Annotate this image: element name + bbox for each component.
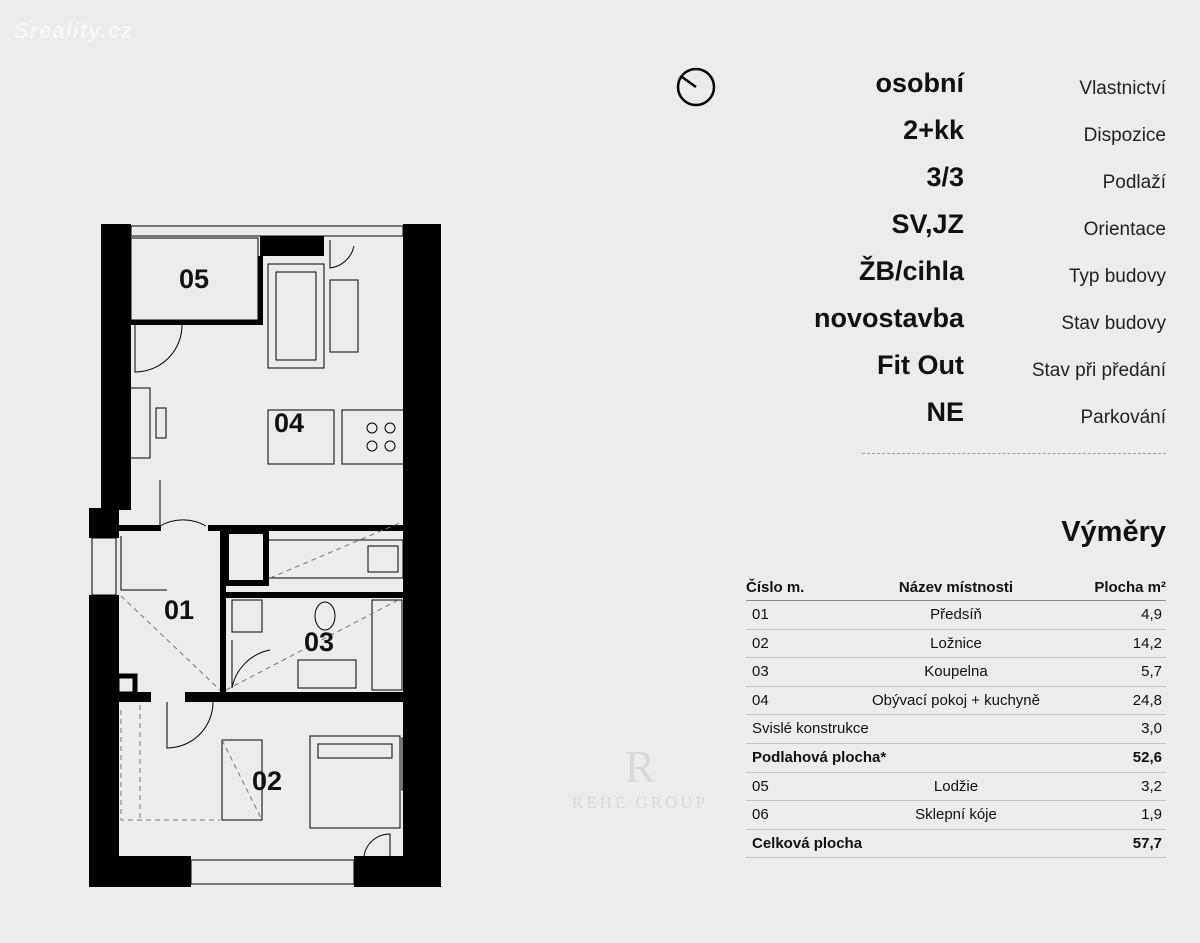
- property-value: ŽB/cihla: [858, 256, 964, 286]
- table-row-total: [746, 830, 1166, 859]
- property-label: Stav budovy: [1061, 313, 1166, 334]
- room-label-03: 03: [304, 627, 335, 657]
- room-label-05: 05: [179, 264, 210, 294]
- property-value: novostavba: [813, 303, 964, 333]
- property-row: [770, 397, 1166, 444]
- cell-area: 14,2: [1132, 634, 1162, 652]
- cell-area: 52,6: [1132, 748, 1162, 766]
- sreality-watermark: Sreality.cz: [14, 18, 134, 43]
- property-row: [770, 350, 1166, 397]
- property-value: Fit Out: [877, 350, 964, 380]
- cell-name: Ložnice: [930, 634, 982, 652]
- cell-subtotal-label: Podlahová plocha*: [752, 748, 887, 766]
- cell-name: Sklepní kóje: [915, 806, 997, 824]
- cell-total-label: Celková plocha: [752, 834, 863, 852]
- property-row: [770, 303, 1166, 350]
- cell-number: 05: [752, 777, 769, 795]
- wall-left-upper: [101, 224, 131, 510]
- property-value: NE: [926, 397, 964, 427]
- property-label: Typ budovy: [1068, 266, 1166, 287]
- agency-watermark-mark: R: [624, 741, 656, 792]
- wall-loggia: [129, 320, 260, 325]
- cell-number: 06: [752, 806, 769, 824]
- areas-header: [746, 576, 1166, 601]
- property-value: SV,JZ: [891, 209, 964, 239]
- table-row: [746, 658, 1166, 687]
- property-label: Stav při předání: [1031, 360, 1166, 381]
- areas-table: [746, 576, 1166, 858]
- header-name: Název místnosti: [898, 579, 1014, 596]
- property-row: [770, 68, 1166, 115]
- cell-name: Lodžie: [933, 777, 979, 795]
- table-row: [746, 773, 1166, 802]
- table-row: [746, 687, 1166, 716]
- table-row-subtotal: [746, 744, 1166, 773]
- property-label: Parkování: [1080, 407, 1166, 428]
- wall-top-segment: [260, 236, 324, 256]
- table-row: [746, 601, 1166, 630]
- areas-title: Výměry: [1061, 516, 1166, 548]
- north-arrow-icon: [676, 67, 716, 107]
- wall-left-lower: [89, 595, 119, 887]
- property-label: Orientace: [1083, 219, 1166, 240]
- property-label: Dispozice: [1083, 125, 1166, 146]
- room-label-02: 02: [252, 766, 283, 796]
- cell-number: 03: [752, 663, 769, 681]
- room-label-04: 04: [274, 408, 305, 438]
- cell-area: 5,7: [1141, 663, 1162, 681]
- cell-name-left: Svislé konstrukce: [752, 720, 869, 738]
- wall-bottom-left: [89, 856, 191, 887]
- table-row: [746, 630, 1166, 659]
- cell-area: 24,8: [1132, 691, 1162, 709]
- table-row: [746, 715, 1166, 744]
- property-row: [770, 162, 1166, 209]
- property-row: [770, 256, 1166, 303]
- divider: [862, 453, 1166, 454]
- header-number: Číslo m.: [746, 579, 805, 596]
- cell-name: Obývací pokoj + kuchyně: [871, 691, 1040, 709]
- cell-name: Koupelna: [924, 663, 988, 681]
- property-value: osobní: [875, 68, 964, 98]
- header-area: Plocha m²: [1094, 579, 1166, 596]
- cell-number: 01: [752, 606, 769, 623]
- cell-area: 4,9: [1141, 606, 1162, 623]
- wall-left-notch: [89, 508, 119, 538]
- cell-area: 3,2: [1141, 777, 1162, 795]
- property-details: [770, 68, 1166, 444]
- cell-area: 3,0: [1141, 720, 1162, 738]
- cell-number: 04: [752, 691, 769, 709]
- cell-area: 1,9: [1141, 806, 1162, 824]
- property-label: Vlastnictví: [1079, 78, 1166, 99]
- cell-name: Předsíň: [930, 606, 982, 623]
- cell-area: 57,7: [1132, 834, 1162, 852]
- property-value: 2+kk: [903, 115, 964, 145]
- cell-number: 02: [752, 634, 769, 652]
- wall-bottom-right: [354, 856, 441, 887]
- agency-watermark-text: REHE GROUP: [571, 793, 709, 812]
- property-row: [770, 209, 1166, 256]
- property-row: [770, 115, 1166, 162]
- property-value: 3/3: [926, 162, 964, 192]
- table-row: [746, 801, 1166, 830]
- room-label-01: 01: [164, 595, 195, 625]
- property-label: Podlaží: [1102, 172, 1166, 193]
